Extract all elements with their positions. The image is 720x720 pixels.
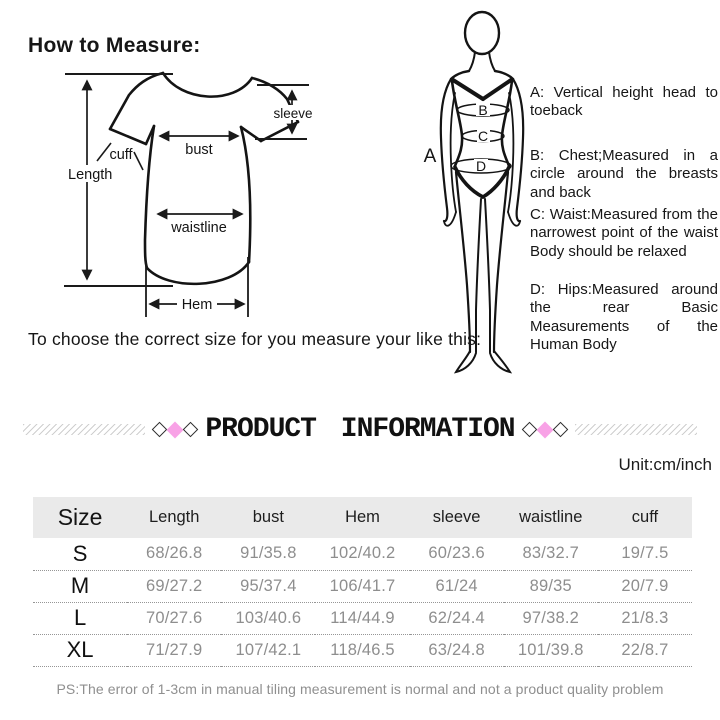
choose-size-subtitle: To choose the correct size for you measure your like this: bbox=[28, 329, 482, 349]
value-cell: 60/23.6 bbox=[428, 544, 485, 563]
dress-outline bbox=[110, 73, 298, 284]
col-header-bust: bust bbox=[252, 508, 284, 526]
diamond-outline-icon bbox=[183, 422, 199, 438]
col-header-sleeve: sleeve bbox=[432, 508, 481, 526]
value-cell: 21/8.3 bbox=[621, 608, 669, 627]
value-cell: 20/7.9 bbox=[621, 576, 669, 595]
col-header-length: Length bbox=[148, 508, 200, 526]
value-cell: 19/7.5 bbox=[621, 544, 669, 563]
hem-label: Hem bbox=[181, 297, 213, 313]
value-cell: 91/35.8 bbox=[240, 544, 297, 563]
size-cell: XL bbox=[66, 637, 94, 662]
diamond-outline-icon bbox=[521, 422, 537, 438]
value-cell: 101/39.8 bbox=[517, 640, 584, 659]
size-row-l bbox=[33, 602, 692, 634]
value-cell: 70/27.6 bbox=[145, 608, 203, 627]
length-label: Length bbox=[68, 167, 113, 183]
size-cell: S bbox=[72, 540, 88, 566]
col-header-waistline: waistline bbox=[519, 508, 583, 526]
value-cell: 97/38.2 bbox=[522, 608, 579, 627]
instruction-c: C: Waist:Measured from the narrowest point of the waist Body should be relaxed bbox=[530, 206, 718, 260]
product-information-title: PRODUCT INFORMATION bbox=[205, 414, 515, 445]
garment-measure-diagram bbox=[55, 60, 320, 325]
size-row-xl bbox=[33, 634, 692, 666]
value-cell: 63/24.8 bbox=[428, 640, 485, 659]
hatch-stripes-left-icon bbox=[23, 424, 145, 435]
size-cell: M bbox=[70, 573, 90, 598]
diamond-pink-icon bbox=[167, 421, 184, 438]
value-cell: 61/24 bbox=[435, 576, 478, 595]
value-cell: 103/40.6 bbox=[235, 608, 302, 627]
label-b: B bbox=[478, 102, 488, 118]
col-header-size: Size bbox=[57, 504, 103, 530]
sleeve-label: sleeve bbox=[273, 106, 313, 121]
bust-label: bust bbox=[185, 142, 213, 158]
value-cell: 102/40.2 bbox=[329, 544, 396, 563]
value-cell: 83/32.7 bbox=[522, 544, 579, 563]
col-header-hem: Hem bbox=[345, 508, 380, 526]
diamond-pink-icon bbox=[536, 421, 553, 438]
col-header-cuff: cuff bbox=[631, 508, 659, 526]
diamond-decoration-left bbox=[154, 424, 196, 436]
value-cell: 69/27.2 bbox=[145, 576, 203, 595]
size-table bbox=[33, 497, 692, 667]
instruction-b: B: Chest;Measured in a circle around the breasts and back bbox=[530, 147, 718, 201]
value-cell: 62/24.4 bbox=[428, 608, 485, 627]
body-figure-diagram bbox=[415, 5, 530, 380]
cuff-label: cuff bbox=[109, 147, 133, 163]
label-c: C bbox=[477, 128, 489, 144]
size-cell: L bbox=[73, 605, 87, 630]
value-cell: 68/26.8 bbox=[145, 544, 203, 563]
ps-note: PS:The error of 1-3cm in manual tiling measurement is normal and not a product quality problem bbox=[56, 681, 664, 697]
value-cell: 106/41.7 bbox=[329, 576, 396, 595]
value-cell: 71/27.9 bbox=[145, 640, 203, 659]
unit-label: Unit:cm/inch bbox=[618, 455, 712, 474]
label-a: A bbox=[423, 146, 437, 167]
diamond-outline-icon bbox=[552, 422, 568, 438]
value-cell: 89/35 bbox=[529, 576, 572, 595]
value-cell: 95/37.4 bbox=[240, 576, 297, 595]
size-row-m bbox=[33, 570, 692, 602]
diamond-decoration-right bbox=[524, 424, 566, 436]
label-d: D bbox=[475, 158, 487, 174]
hatch-stripes-right-icon bbox=[575, 424, 697, 435]
value-cell: 118/46.5 bbox=[330, 640, 395, 659]
how-to-measure-title: How to Measure: bbox=[28, 34, 201, 57]
instruction-d: D: Hips:Measured around the rear Basic Measurements of the Human Body bbox=[530, 281, 718, 354]
value-cell: 107/42.1 bbox=[235, 640, 302, 659]
value-cell: 22/8.7 bbox=[621, 640, 669, 659]
instruction-a: A: Vertical height head to toeback bbox=[530, 84, 718, 120]
size-row-s bbox=[33, 538, 692, 570]
product-information-header bbox=[0, 414, 720, 445]
size-table-header-row bbox=[33, 497, 692, 538]
waistline-label: waistline bbox=[171, 220, 227, 236]
value-cell: 114/44.9 bbox=[330, 608, 395, 627]
